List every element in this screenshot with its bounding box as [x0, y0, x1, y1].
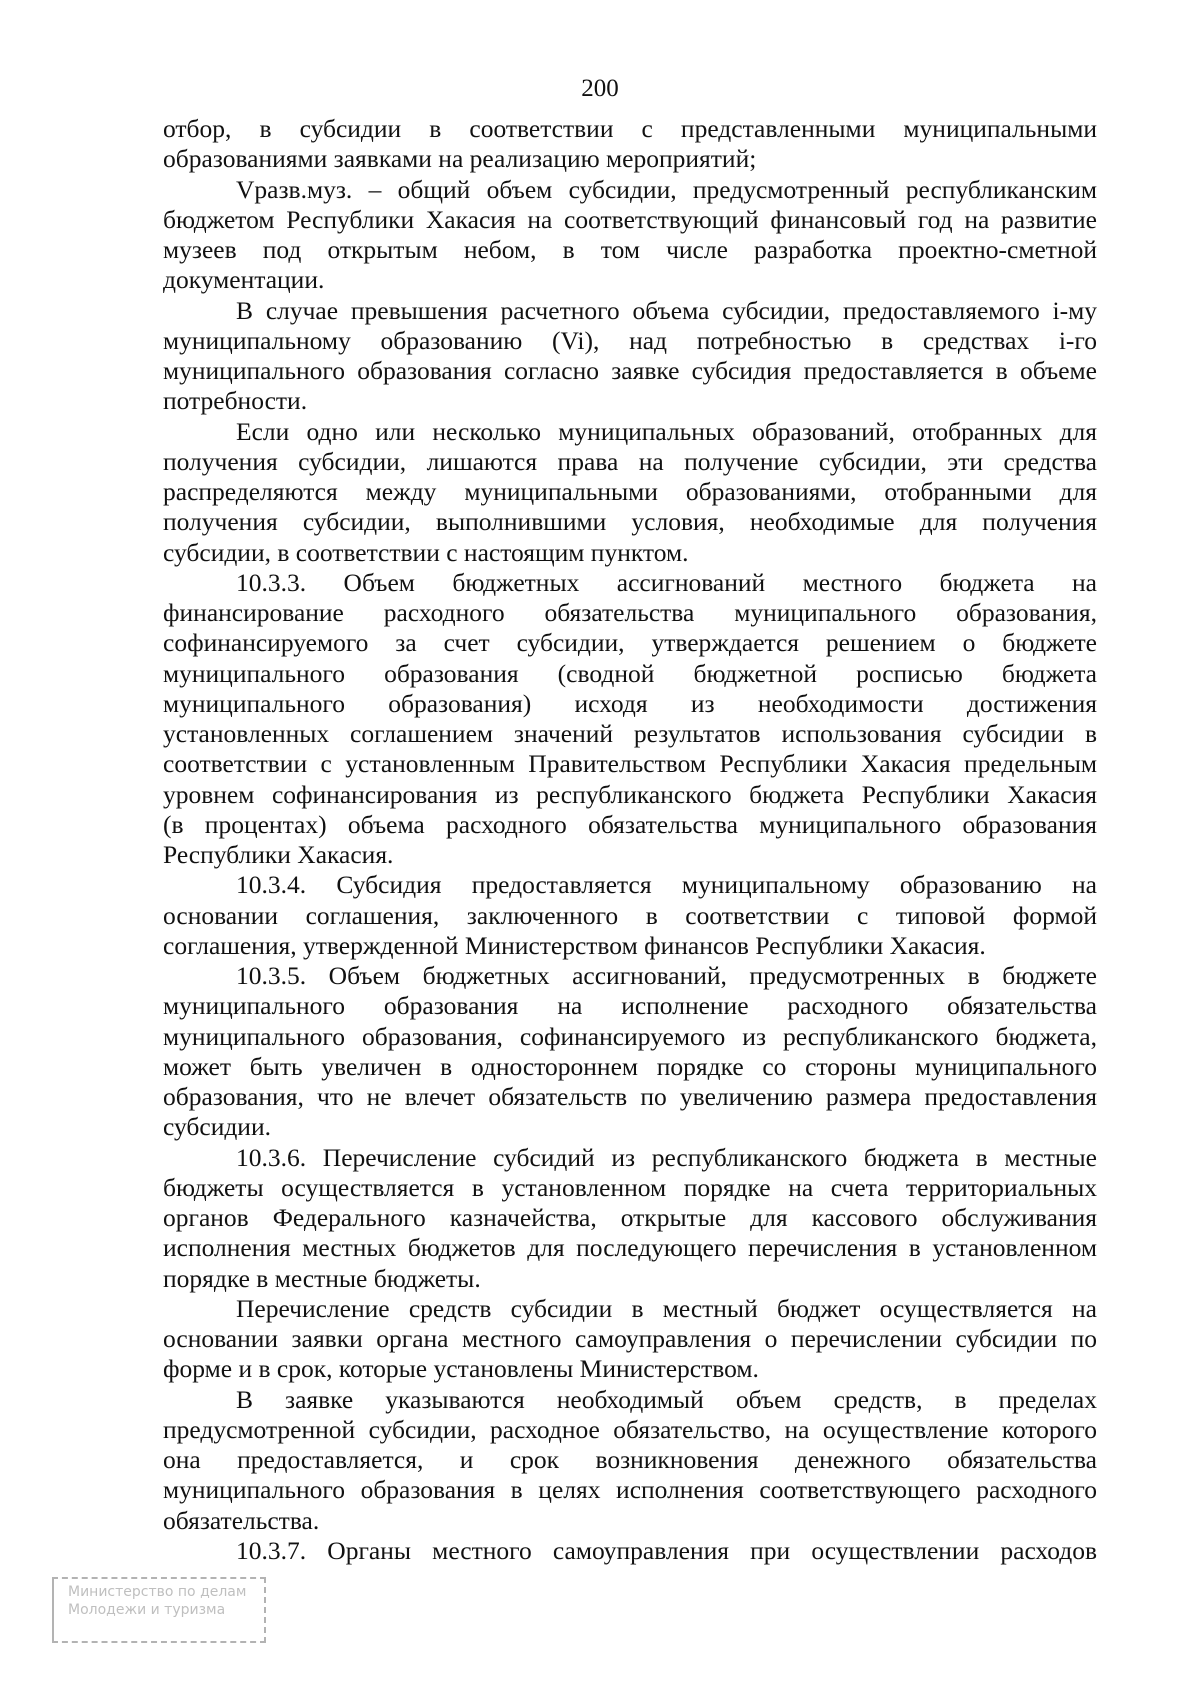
text-line: муниципального образования) исходя из необходимости достижения	[163, 688, 1097, 718]
text-line: может быть увеличен в одностороннем порядке со стороны муниципального	[163, 1051, 1097, 1081]
text-line: Республики Хакасия.	[163, 840, 394, 869]
text-line: муниципального образования (сводной бюджетной росписью бюджета	[163, 658, 1097, 688]
text-line: бюджеты осуществляется в установленном порядке на счета территориальных	[163, 1172, 1097, 1202]
text-line: Vразв.муз. – общий объем субсидии, предусмотренный республиканским	[236, 174, 1097, 204]
text-line: Если одно или несколько муниципальных образований, отобранных для	[236, 416, 1097, 446]
text-line: муниципального образования согласно заявке субсидия предоставляется в объеме	[163, 356, 1097, 385]
text-line: софинансируемого за счет субсидии, утверждается решением о бюджете	[163, 628, 1097, 658]
text-line: основании заявки органа местного самоуправления о перечислении субсидии по	[163, 1324, 1097, 1353]
text-line: исполнения местных бюджетов для последующего перечисления в установленном	[163, 1233, 1097, 1263]
text-line: соглашения, утвержденной Министерством финансов Республики Хакасия.	[163, 930, 986, 960]
registration-stamp	[52, 1577, 266, 1643]
text-line: получения субсидии, выполнившими условия, необходимые для получения	[163, 507, 1097, 537]
text-line: 10.3.4. Субсидия предоставляется муниципальному образованию на	[236, 870, 1097, 900]
text-line: муниципального образования на исполнение расходного обязательства	[163, 991, 1097, 1021]
text-line: субсидии, в соответствии с настоящим пунктом.	[163, 537, 689, 567]
document-body	[163, 114, 1097, 1566]
text-line: В случае превышения расчетного объема субсидии, предоставляемого i-му	[236, 295, 1097, 325]
text-line: (в процентах) объема расходного обязательства муниципального образования	[163, 809, 1097, 839]
text-line: 10.3.3. Объем бюджетных ассигнований местного бюджета на	[236, 567, 1097, 597]
text-line: музеев под открытым небом, в том числе разработка проектно-сметной	[163, 235, 1097, 264]
text-line: органов Федерального казначейства, открытые для кассового обслуживания	[163, 1203, 1097, 1232]
text-line: порядке в местные бюджеты.	[163, 1263, 481, 1293]
text-line: она предоставляется, и срок возникновения денежного обязательства	[163, 1445, 1097, 1474]
text-line: отбор, в субсидии в соответствии с представленными муниципальными	[163, 114, 1097, 143]
text-line: 10.3.6. Перечисление субсидий из республиканского бюджета в местные	[236, 1142, 1097, 1172]
text-line: 10.3.5. Объем бюджетных ассигнований, предусмотренных в бюджете	[236, 961, 1097, 990]
text-line: обязательства.	[163, 1505, 320, 1535]
text-line: уровнем софинансирования из республиканского бюджета Республики Хакасия	[163, 779, 1097, 809]
text-line: соответствии с установленным Правительством Республики Хакасия предельным	[163, 749, 1097, 779]
text-line: бюджетом Республики Хакасия на соответствующий финансовый год на развитие	[163, 204, 1097, 234]
stamp-text-line-2: Молодежи и туризма	[68, 1602, 226, 1618]
text-line: распределяются между муниципальными образованиями, отобранными для	[163, 477, 1097, 506]
text-line: муниципальному образованию (Vi), над потребностью в средствах i-го	[163, 325, 1097, 355]
text-line: образованиями заявками на реализацию мероприятий;	[163, 144, 757, 174]
text-line: 10.3.7. Органы местного самоуправления при осуществлении расходов	[236, 1535, 1097, 1565]
text-line: потребности.	[163, 386, 308, 416]
page-number: 200	[581, 75, 619, 102]
text-line: документации.	[163, 265, 325, 295]
text-line: предусмотренной субсидии, расходное обязательство, на осуществление которого	[163, 1414, 1097, 1444]
text-line: образования, что не влечет обязательств по увеличению размера предоставления	[163, 1082, 1097, 1111]
text-line: получения субсидии, лишаются права на получение субсидии, эти средства	[163, 446, 1097, 476]
text-line: установленных соглашением значений результатов использования субсидии в	[163, 719, 1097, 748]
stamp-text-line-1: Министерство по делам	[68, 1584, 247, 1600]
text-line: муниципального образования в целях исполнения соответствующего расходного	[163, 1475, 1097, 1505]
text-line: субсидии.	[163, 1112, 271, 1142]
text-line: В заявке указываются необходимый объем средств, в пределах	[236, 1384, 1097, 1414]
text-line: основании соглашения, заключенного в соответствии с типовой формой	[163, 900, 1097, 930]
text-line: форме и в срок, которые установлены Министерством.	[163, 1354, 759, 1384]
text-line: финансирование расходного обязательства муниципального образования,	[163, 598, 1097, 627]
text-line: Перечисление средств субсидии в местный бюджет осуществляется на	[236, 1293, 1097, 1323]
text-line: муниципального образования, софинансируемого из республиканского бюджета,	[163, 1021, 1097, 1051]
